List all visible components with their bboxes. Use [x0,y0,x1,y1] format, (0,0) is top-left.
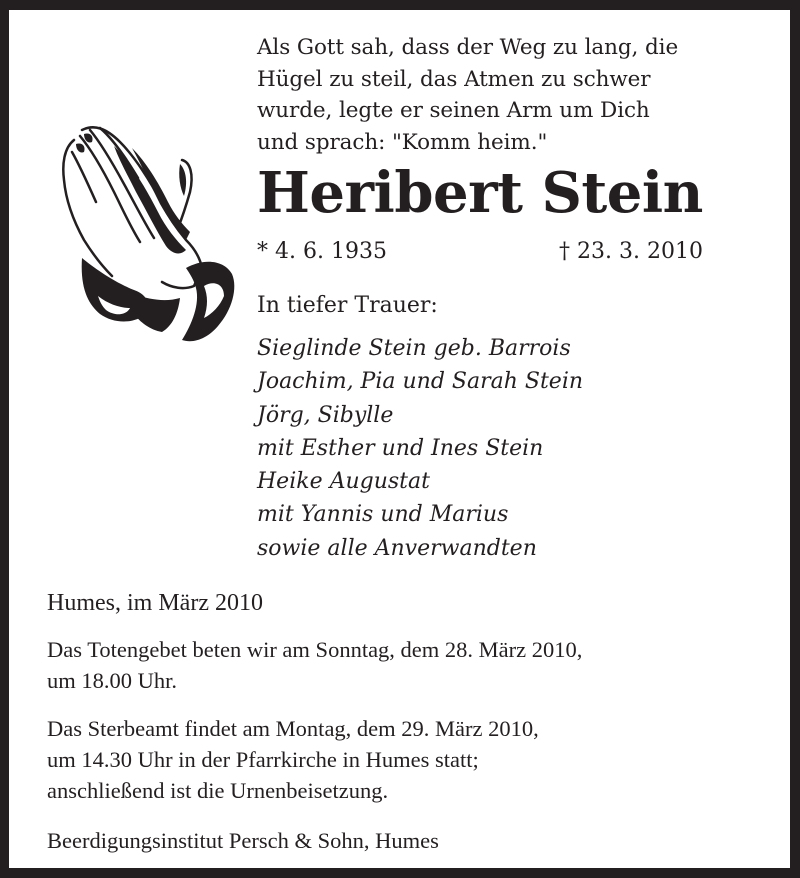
requiem-line: um 14.30 Uhr in der Pfarrkirche in Humes statt; [47,747,479,772]
obituary-card [9,10,790,868]
requiem-line: anschließend ist die Urnenbeisetzung. [47,778,389,803]
mourner: Sieglinde Stein geb. Barrois [257,336,571,361]
poem [257,32,678,158]
grief-label: In tiefer Trauer: [257,293,438,318]
mourner: Heike Augustat [257,469,430,495]
deceased-name: Heribert Stein [257,160,703,226]
praying-hands-icon [54,118,239,348]
life-dates [257,237,703,267]
requiem-mass [47,713,539,806]
poem-line: wurde, legte er seinen Arm um Dich [257,98,650,123]
prayer-service [47,634,582,696]
poem-line: und sprach: "Komm heim." [257,129,548,155]
funeral-home: Beerdigungsinstitut Persch & Sohn, Humes [47,828,439,853]
mourner: mit Yannis und Marius [257,502,509,528]
prayer-service-line: um 18.00 Uhr. [47,668,178,693]
place-date: Humes, im März 2010 [47,590,263,616]
prayer-service-line: Das Totengebet beten wir am Sonntag, dem 28. März 2010, [47,637,583,662]
mourners-list [257,332,583,565]
mourner: mit Esther und Ines Stein [257,435,544,461]
poem-line: Hügel zu steil, das Atmen zu schwer [257,66,651,92]
mourner: Joachim, Pia und Sarah Stein [257,369,584,395]
birth-date: * 4. 6. 1935 [257,239,387,264]
mourner: sowie alle Anverwandten [257,535,537,561]
mourner: Jörg, Sibylle [257,402,394,428]
death-date: † 23. 3. 2010 [559,239,703,264]
poem-line: Als Gott sah, dass der Weg zu lang, die [257,35,679,60]
requiem-line: Das Sterbeamt findet am Montag, dem 29. März 2010, [47,716,539,741]
